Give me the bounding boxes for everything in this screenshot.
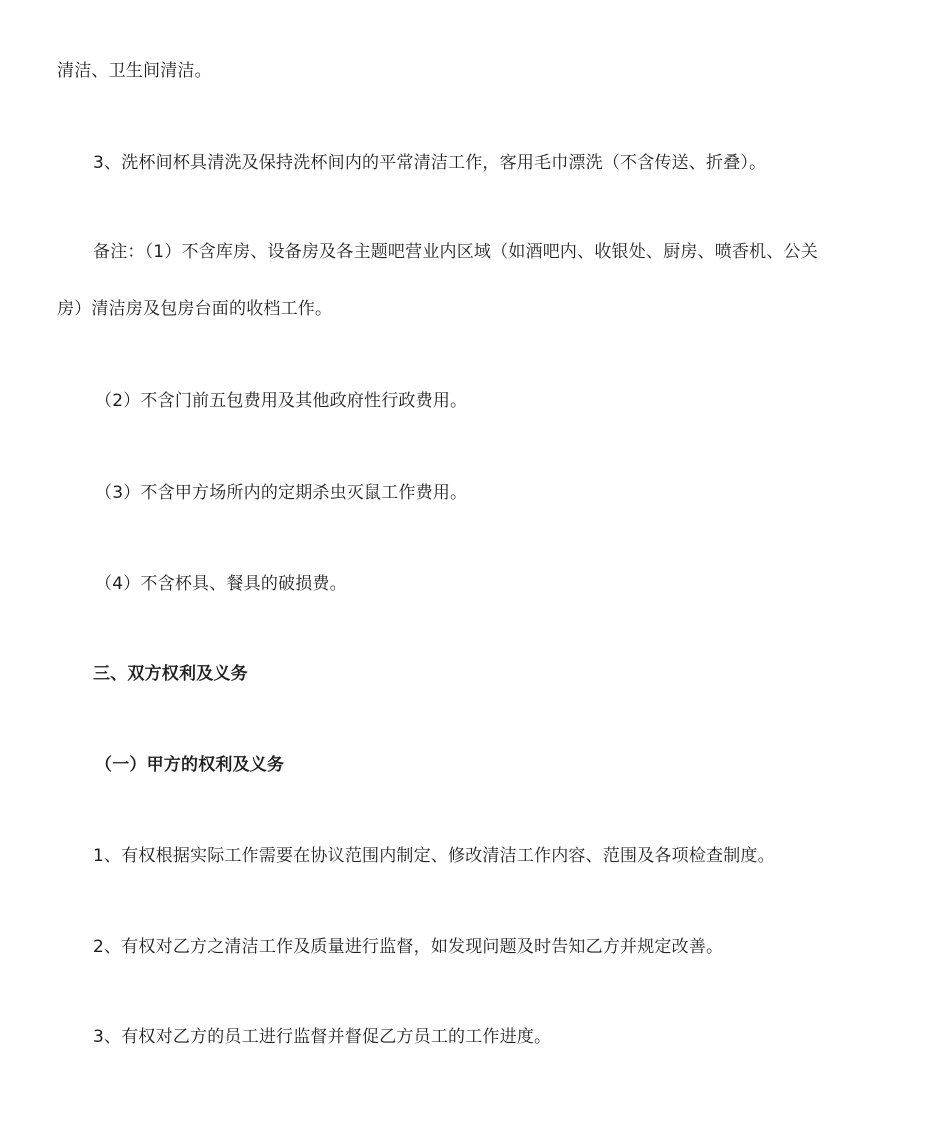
paragraph-remarks-line-2: 房）清洁房及包房台面的收档工作。 xyxy=(57,299,333,319)
paragraph-item-3-cup-washing: 3、洗杯间杯具清洗及保持洗杯间内的平常清洁工作，客用毛巾漂洗（不含传送、折叠）。 xyxy=(93,153,767,173)
paragraph-remark-2: （2）不含门前五包费用及其他政府性行政费用。 xyxy=(95,391,468,411)
paragraph-party-a-right-1: 1、有权根据实际工作需要在协议范围内制定、修改清洁工作内容、范围及各项检查制度。 xyxy=(93,846,775,866)
section-heading-rights-obligations: 三、双方权利及义务 xyxy=(93,664,248,684)
paragraph-remark-3: （3）不含甲方场所内的定期杀虫灭鼠工作费用。 xyxy=(95,483,468,503)
paragraph-remark-4: （4）不含杯具、餐具的破损费。 xyxy=(95,574,347,594)
paragraph-party-a-right-3: 3、有权对乙方的员工进行监督并督促乙方员工的工作进度。 xyxy=(93,1027,552,1047)
paragraph-cleaning-continuation: 清洁、卫生间清洁。 xyxy=(57,61,212,81)
subsection-heading-party-a: （一）甲方的权利及义务 xyxy=(95,755,285,775)
paragraph-party-a-right-2: 2、有权对乙方之清洁工作及质量进行监督，如发现问题及时告知乙方并规定改善。 xyxy=(93,937,724,957)
paragraph-remarks-line-1: 备注：（1）不含库房、设备房及各主题吧营业内区域（如酒吧内、收银处、厨房、喷香机、公关 xyxy=(93,242,818,262)
